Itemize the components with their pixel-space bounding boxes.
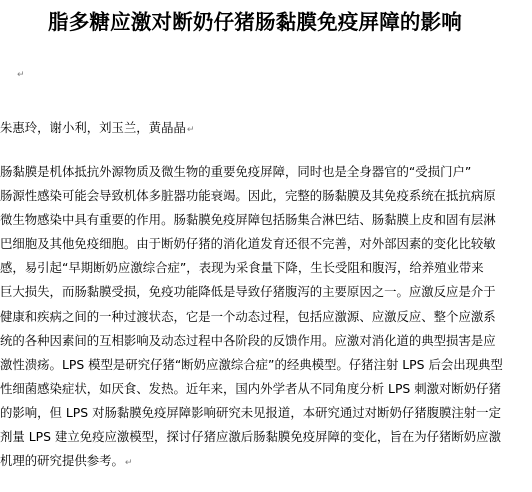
document-title — [48, 8, 462, 36]
body-line: 肠源性感染可能会导致机体多脏器功能衰竭。因此，完整的肠黏膜及其免疫系统在抵抗病原 — [0, 188, 496, 204]
body-line: 激性溃疡。LPS 模型是研究仔猪“断奶应激综合症”的经典模型。仔猪注射 LPS 后会出现典型 — [0, 356, 503, 372]
body-paragraph — [0, 160, 532, 473]
body-line: 感，易引起“早期断奶应激综合症”，表现为采食量下降，生长受阻和腹泻，给养殖业带来 — [0, 260, 484, 276]
body-line: 统的各种因素间的互相影响及动态过程中各阶段的反馈作用。应激对消化道的典型损害是应 — [0, 332, 496, 348]
body-line: 性细菌感染症状，如厌食、发热。近年来，国内外学者从不同角度分析 LPS 刺激对断奶仔猪 — [0, 380, 501, 396]
paragraph-mark-icon: ↵ — [124, 458, 133, 469]
paragraph-mark-icon: ↵ — [17, 70, 25, 80]
body-line: 微生物感染中具有重要的作用。肠黏膜免疫屏障包括肠集合淋巴结、肠黏膜上皮和固有层淋 — [0, 212, 496, 228]
body-line-text: 机理的研究提供参考。 — [0, 453, 124, 469]
body-line: 肠黏膜是机体抵抗外源物质及微生物的重要免疫屏障，同时也是全身器官的“受损门户” — [0, 164, 472, 179]
authors-text: 朱惠玲，谢小利，刘玉兰，黄晶晶 — [0, 120, 186, 135]
author-line — [0, 118, 194, 140]
body-line: 的影响，但 LPS 对肠黏膜免疫屏障影响研究未见报道，本研究通过对断奶仔猪腹膜注射一定 — [0, 404, 501, 420]
body-line-last — [0, 449, 532, 473]
title-text: 脂多糖应激对断奶仔猪肠黏膜免疫屏障的影响 — [48, 10, 462, 34]
body-line: 剂量 LPS 建立免疫应激模型，探讨仔猪应激后肠黏膜免疫屏障的变化，旨在为仔猪断奶应激 — [0, 429, 501, 445]
body-line: 健康和疾病之间的一种过渡状态，它是一个动态过程，包括应激源、应激反应、整个应激系 — [0, 308, 496, 324]
paragraph-mark-icon: ↵ — [186, 125, 195, 135]
body-line: 巨大损失，而肠黏膜受损，免疫功能降低是导致仔猪腹泻的主要原因之一。应激反应是介于 — [0, 284, 496, 300]
body-line: 巴细胞及其他免疫细胞。由于断奶仔猪的消化道发育还很不完善，对外部因素的变化比较敏 — [0, 236, 496, 252]
